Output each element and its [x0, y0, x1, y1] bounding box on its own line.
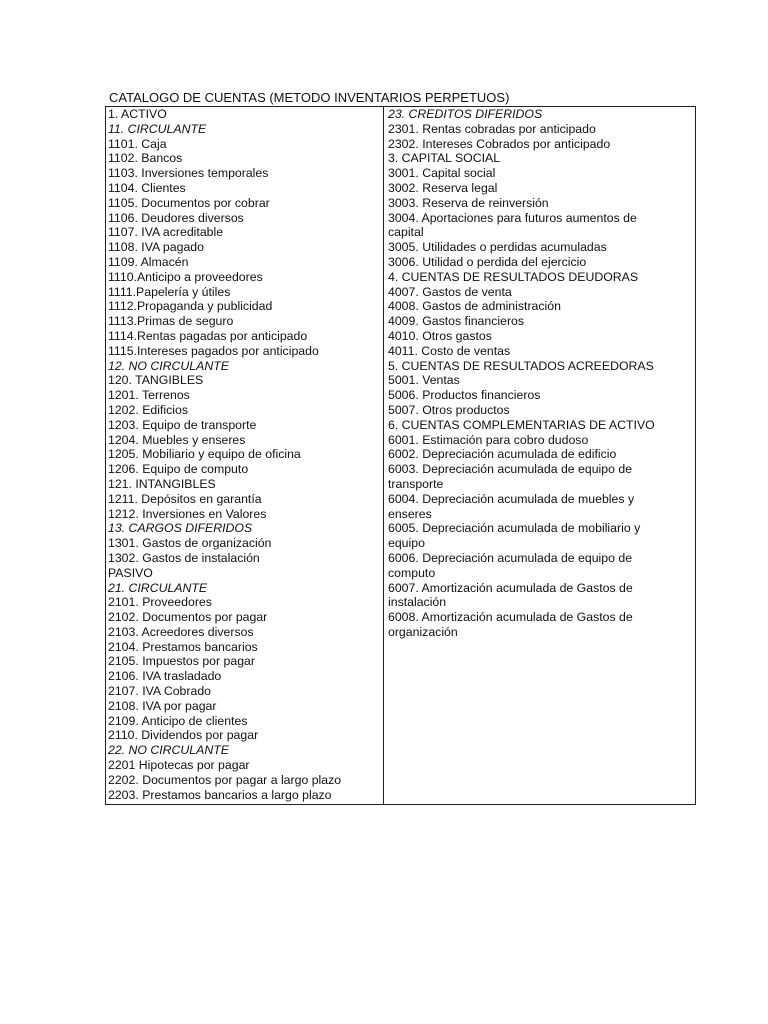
account-line: 1103. Inversiones temporales	[108, 166, 269, 181]
account-line: 1104. Clientes	[108, 180, 186, 195]
account-line: 3003. Reserva de reinversión	[388, 195, 549, 210]
account-line: 4010. Otros gastos	[388, 328, 492, 343]
right-column	[388, 107, 693, 640]
account-line: 2103. Acreedores diversos	[108, 624, 254, 639]
account-line: 6008. Amortización acumulada de Gastos de	[388, 610, 633, 625]
account-line: 4. CUENTAS DE RESULTADOS DEUDORAS	[388, 269, 639, 284]
account-line: 6003. Depreciación acumulada de equipo de	[388, 462, 633, 477]
account-line: 1112.Propaganda y publicidad	[108, 299, 273, 314]
account-line: 4011. Costo de ventas	[388, 343, 511, 358]
account-line: 6004. Depreciación acumulada de muebles y	[388, 491, 635, 506]
account-line: 2102. Documentos por pagar	[108, 610, 268, 625]
account-line: 4008. Gastos de administración	[388, 299, 561, 314]
account-line: 1105. Documentos por cobrar	[108, 195, 270, 210]
account-line: 120. TANGIBLES	[108, 373, 204, 388]
account-line: transporte	[388, 476, 444, 491]
account-line: 1108. IVA pagado	[108, 240, 204, 255]
account-line: 4009. Gastos financieros	[388, 314, 525, 329]
account-line: 1202. Edificios	[108, 402, 188, 417]
account-line: enseres	[388, 506, 432, 521]
account-line: 23. CREDITOS DIFERIDOS	[388, 107, 543, 121]
account-line: 2104. Prestamos bancarios	[108, 639, 258, 654]
column-divider	[383, 107, 384, 804]
account-line: 1106. Deudores diversos	[108, 210, 244, 225]
account-line: 121. INTANGIBLES	[108, 476, 216, 491]
account-line: 1107. IVA acreditable	[108, 225, 224, 240]
account-line: 3001. Capital social	[388, 166, 496, 181]
account-line: 1. ACTIVO	[108, 107, 167, 121]
account-line: computo	[388, 565, 436, 580]
account-line: 2201 Hipotecas por pagar	[108, 758, 250, 773]
account-line: 2202. Documentos por pagar a largo plazo	[108, 772, 342, 787]
account-line: 2106. IVA trasladado	[108, 669, 222, 684]
account-line: 21. CIRCULANTE	[108, 580, 208, 595]
account-line: equipo	[388, 536, 425, 551]
left-column	[108, 107, 380, 802]
account-line: 2101. Proveedores	[108, 595, 212, 610]
account-line: 2107. IVA Cobrado	[108, 684, 212, 699]
account-line: 3002. Reserva legal	[388, 180, 498, 195]
account-line: 6005. Depreciación acumulada de mobiliario y	[388, 521, 641, 536]
account-line: 3006. Utilidad o perdida del ejercicio	[388, 254, 587, 269]
account-line: 2302. Intereses Cobrados por anticipado	[388, 136, 611, 151]
account-line: 1114.Rentas pagadas por anticipado	[108, 328, 308, 343]
account-line: 22. NO CIRCULANTE	[108, 743, 229, 758]
account-line: 6006. Depreciación acumulada de equipo de	[388, 550, 633, 565]
account-line: 1212. Inversiones en Valores	[108, 506, 267, 521]
account-line: 3005. Utilidades o perdidas acumuladas	[388, 240, 607, 255]
account-line: 1115.Intereses pagados por anticipado	[108, 343, 319, 358]
account-line: 1102. Bancos	[108, 151, 183, 166]
account-line: 5001. Ventas	[388, 373, 460, 388]
account-line: 1101. Caja	[108, 136, 167, 151]
account-line: capital	[388, 225, 424, 240]
account-line: 1205. Mobiliario y equipo de oficina	[108, 447, 301, 462]
account-line: 2110. Dividendos por pagar	[108, 728, 259, 743]
account-line: 4007. Gastos de venta	[388, 284, 512, 299]
account-line: 1204. Muebles y enseres	[108, 432, 246, 447]
account-line: 12. NO CIRCULANTE	[108, 358, 229, 373]
account-line: 3. CAPITAL SOCIAL	[388, 151, 501, 166]
account-line: organización	[388, 624, 458, 639]
account-line: 1211. Depósitos en garantía	[108, 491, 262, 506]
account-line: instalación	[388, 595, 447, 610]
account-line: 1111.Papelería y útiles	[108, 284, 231, 299]
account-line: 6002. Depreciación acumulada de edificio	[388, 447, 617, 462]
account-line: 13. CARGOS DIFERIDOS	[108, 521, 253, 536]
account-line: 1206. Equipo de computo	[108, 462, 249, 477]
account-line: 5006. Productos financieros	[388, 388, 541, 403]
account-line: 3004. Aportaciones para futuros aumentos de	[388, 210, 637, 225]
account-line: 1113.Primas de seguro	[108, 314, 234, 329]
account-line: 2105. Impuestos por pagar	[108, 654, 255, 669]
account-line: 1109. Almacén	[108, 254, 189, 269]
account-line: 1203. Equipo de transporte	[108, 417, 257, 432]
account-line: PASIVO	[108, 565, 153, 580]
accounts-table	[105, 106, 696, 805]
account-line: 6. CUENTAS COMPLEMENTARIAS DE ACTIVO	[388, 417, 655, 432]
account-line: 1110.Anticipo a proveedores	[108, 269, 263, 284]
account-line: 6001. Estimación para cobro dudoso	[388, 432, 589, 447]
account-line: 6007. Amortización acumulada de Gastos de	[388, 580, 633, 595]
account-line: 1301. Gastos de organización	[108, 536, 272, 551]
account-line: 1302. Gastos de instalación	[108, 550, 260, 565]
account-line: 2203. Prestamos bancarios a largo plazo	[108, 787, 332, 802]
account-line: 5. CUENTAS DE RESULTADOS ACREEDORAS	[388, 358, 654, 373]
account-line: 2108. IVA por pagar	[108, 698, 217, 713]
account-line: 5007. Otros productos	[388, 402, 510, 417]
account-line: 1201. Terrenos	[108, 388, 190, 403]
account-line: 11. CIRCULANTE	[108, 121, 207, 136]
account-line: 2301. Rentas cobradas por anticipado	[388, 121, 596, 136]
document-title: CATALOGO DE CUENTAS (METODO INVENTARIOS PERPETUOS)	[109, 90, 510, 105]
account-line: 2109. Anticipo de clientes	[108, 713, 248, 728]
